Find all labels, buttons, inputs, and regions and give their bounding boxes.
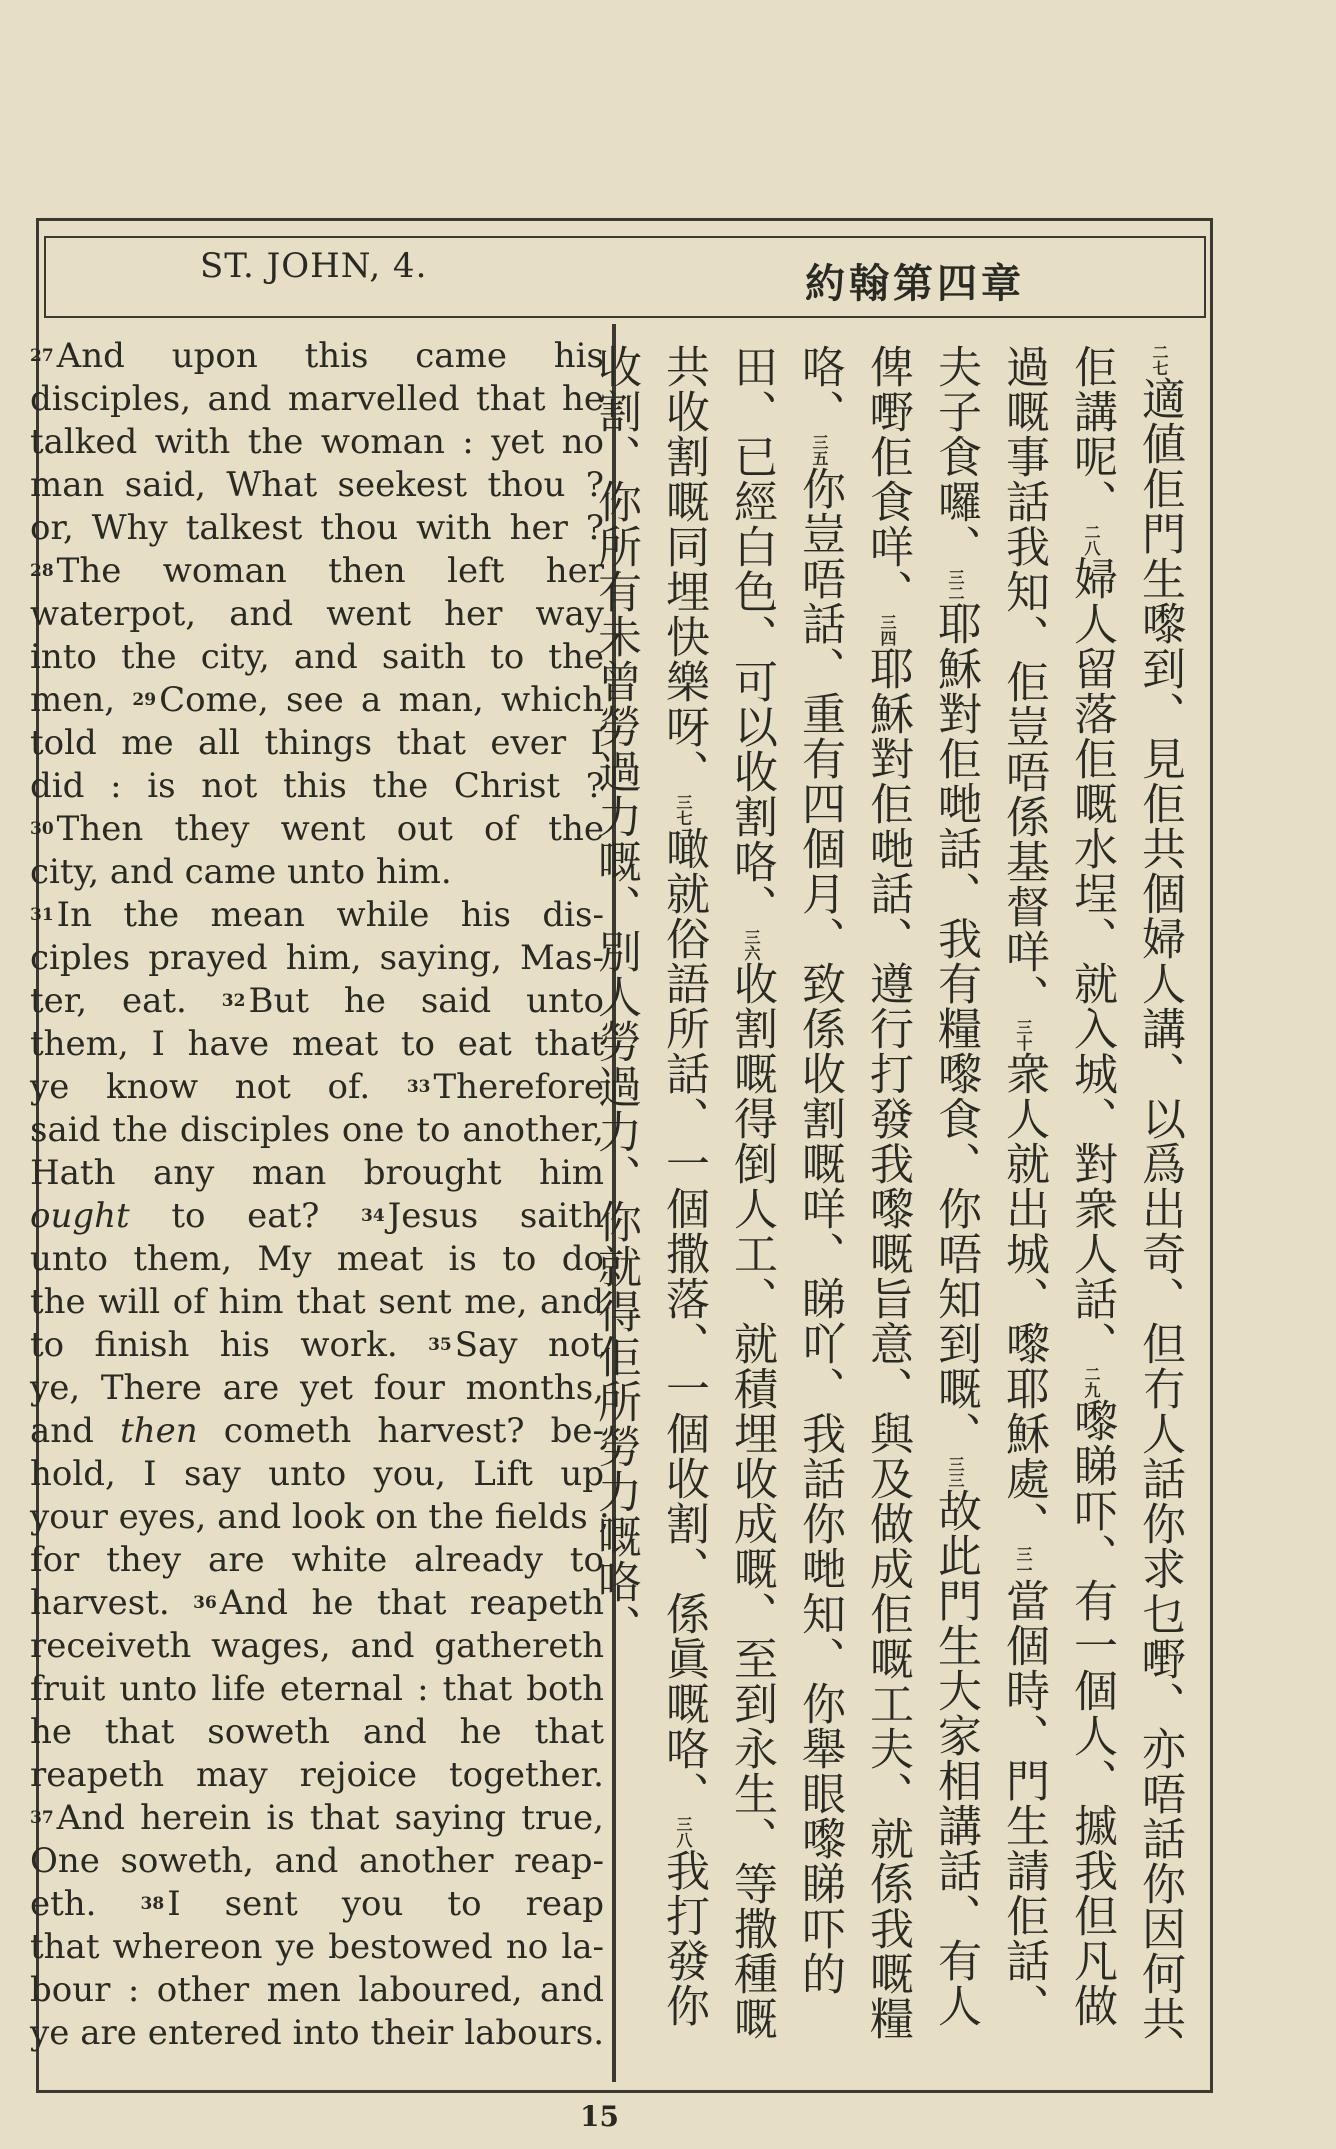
verse-number: 36 [193,1593,217,1613]
english-line: city, and came unto him. [30,852,452,892]
english-line: he that soweth and he that [30,1712,604,1752]
verse-number: 34 [361,1206,385,1226]
verse-number: 38 [140,1894,165,1914]
english-line: your eyes, and look on the fields ; [30,1497,610,1537]
verse-number: 33 [406,1077,431,1097]
verse-number: 二八 [1082,524,1101,556]
english-line: ye, There are yet four months, [30,1368,604,1408]
english-line: or, Why talkest thou with her ? [30,508,604,548]
english-line: ciples prayed him, saying, Mas- [30,938,604,978]
english-header-title: ST. JOHN, 4. [200,246,428,286]
english-line: 37And herein is that saying true, [30,1798,604,1838]
verse-number: 28 [30,561,54,581]
english-text-column [30,335,610,2055]
chinese-verse: 收割嘅得倒人工、就積埋收成嘅、至到永生、等撒種嘅共收割嘅同埋快樂呀、 [658,344,777,2041]
verse-number: 30 [30,819,54,839]
verse-number: 三十 [1014,1019,1033,1051]
verse-number: 三三 [946,1456,965,1488]
verse-number: 29 [132,690,157,710]
verse-number: 三八 [674,1816,693,1848]
english-line: hold, I say unto you, Lift up [30,1454,604,1494]
chinese-verse: 嚟睇吓、有一個人、摵我但凡做過嘅事話我知、佢豈唔係基督咩、 [998,344,1117,2028]
verse-number: 二七 [1150,344,1169,376]
english-line: men, 29Come, see a man, which [30,680,604,720]
english-line: waterpot, and went her way [30,594,604,634]
verse-number: 三二 [946,569,965,601]
verse-number: 三七 [674,794,693,826]
english-line: 31In the mean while his dis- [30,895,604,935]
chinese-text-column [590,344,1193,2044]
english-line: that whereon ye bestowed no la- [30,1927,604,1967]
english-line: to finish his work. 35Say not [30,1325,604,1365]
verse-number: 三五 [810,434,829,466]
verse-number: 37 [30,1808,54,1828]
verse-number: 三六 [742,929,761,961]
verse-number: 二九 [1082,1366,1101,1398]
verse-number: 35 [428,1335,452,1355]
english-line: 30Then they went out of the [30,809,604,849]
chinese-verse: 耶穌對佢哋話、我有糧嚟食、你唔知到嘅、 [930,601,981,1456]
chinese-verse: 我打發你收割、你所有未曾勞過力嘅、別人勞過力、你就得佢所勞力嘅咯、 [590,344,709,2028]
english-line: One soweth, and another reap- [30,1841,604,1881]
english-line: ter, eat. 32But he said unto [30,981,604,1021]
chinese-verse: 耶穌對佢哋話、遵行打發我嚟嘅旨意、與及做成佢嘅工夫、就係我嘅糧咯、 [794,344,913,2041]
english-line: the will of him that sent me, and [30,1282,604,1322]
english-line: into the city, and saith to the [30,637,604,677]
chinese-verse: 適値佢門生嚟到、見佢共個婦人講、以爲出奇、但冇人話你求乜嘢、亦唔話你因何共佢講呢、 [1066,344,1185,2041]
verse-number: 31 [30,905,54,925]
english-line: and then cometh harvest? be- [30,1411,604,1451]
verse-number: 三一 [1014,1546,1033,1578]
english-line: eth. 38I sent you to reap [30,1884,604,1924]
english-line: harvest. 36And he that reapeth [30,1583,604,1623]
english-line: 28The woman then left her [30,551,604,591]
english-line: Hath any man brought him [30,1153,604,1193]
chinese-verse: 衆人就出城、嚟耶穌處、 [998,1051,1049,1546]
english-line: did : is not this the Christ ? [30,766,604,806]
english-line: ye know not of. 33Therefore [30,1067,604,1107]
english-line: reapeth may rejoice together. [30,1755,604,1795]
english-line: them, I have meat to eat that [30,1024,604,1064]
english-line: fruit unto life eternal : that both [30,1669,604,1709]
english-line: ye are entered into their labours. [30,2013,604,2053]
english-line: told me all things that ever I [30,723,604,763]
chinese-verse: 你豈唔話、重有四個月、致係收割嘅咩、睇吖、我話你哋知、你舉眼嚟睇吓的田、已經白色、可以收割咯、 [726,344,845,1996]
english-line: disciples, and marvelled that he [30,379,604,419]
chinese-verse: 婦人留落佢嘅水埕、就入城、對衆人話、 [1066,556,1117,1366]
english-line: bour : other men laboured, and [30,1970,604,2010]
chinese-header-title: 約翰第四章 [805,260,1025,307]
english-line: talked with the woman : yet no [30,422,604,462]
verse-number: 27 [30,346,54,366]
english-line: said the disciples one to another, [30,1110,604,1150]
english-line: man said, What seekest thou ? [30,465,604,505]
english-line: for they are white already to [30,1540,604,1580]
verse-number: 三四 [878,614,897,646]
english-line: ought to eat? 34Jesus saith [30,1196,604,1236]
chinese-verse: 故此門生大家相講話、有人俾嘢佢食咩、 [862,344,981,2028]
chinese-verse: 當個時、門生請佢話、夫子食囉、 [930,344,1049,2028]
english-line: 27And upon this came his [30,336,604,376]
chinese-verse: 噉就俗語所話、一個撒落、一個收割、係眞嘅咯、 [658,826,709,1816]
english-line: receiveth wages, and gathereth [30,1626,604,1666]
verse-number: 32 [221,991,246,1011]
english-line: unto them, My meat is to do [30,1239,604,1279]
page-number: 15 [580,2100,619,2133]
